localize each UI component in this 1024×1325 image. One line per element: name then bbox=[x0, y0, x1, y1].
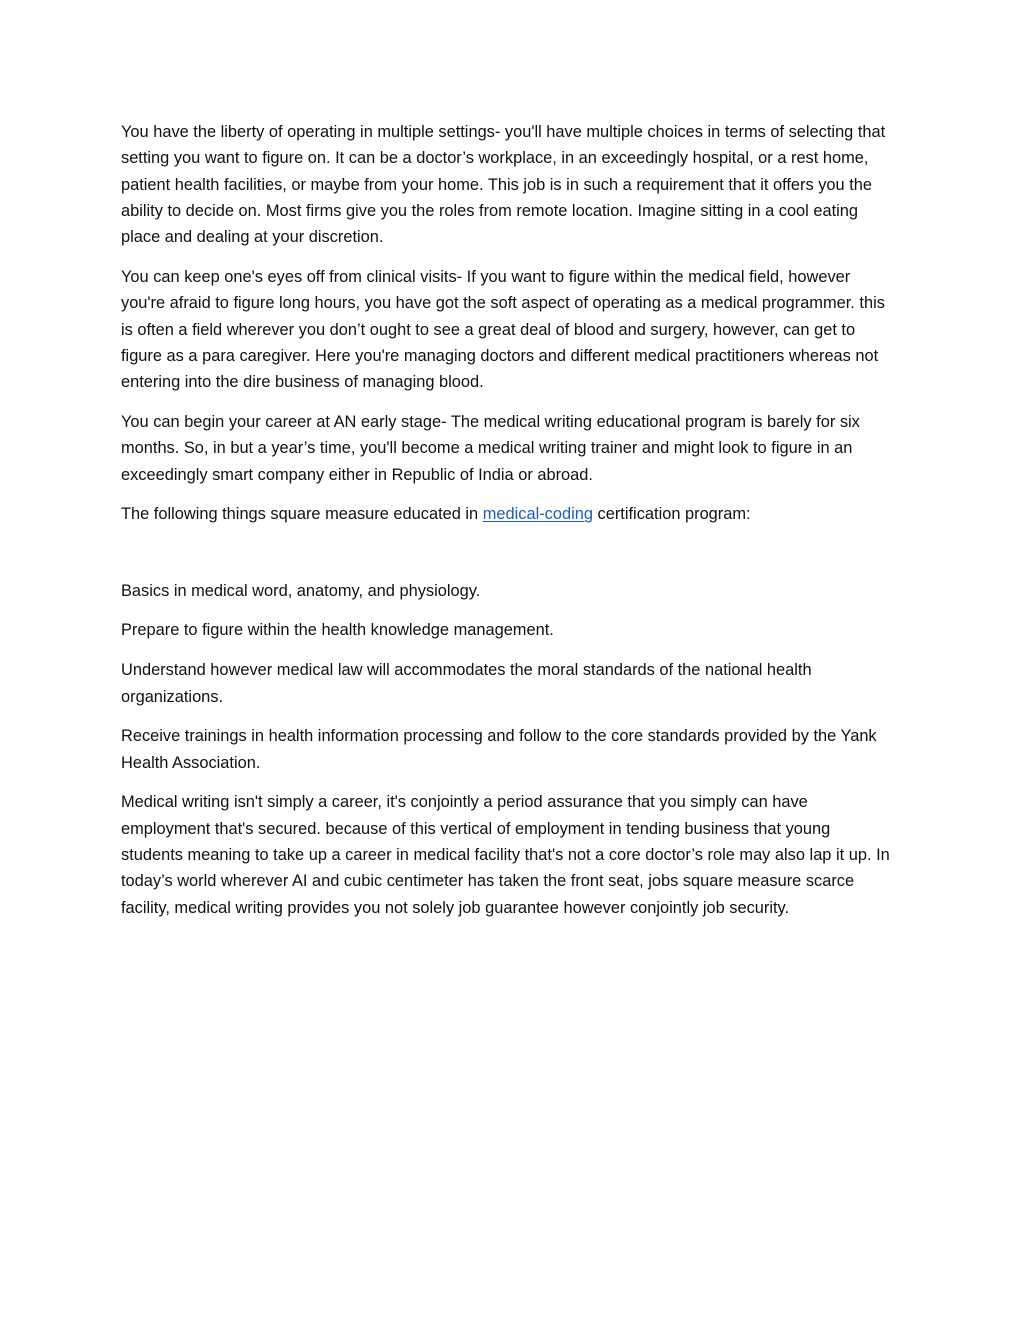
program-intro-text: The following things square measure educated in bbox=[121, 505, 483, 524]
document-body bbox=[121, 119, 896, 934]
paragraph-program-intro bbox=[121, 501, 896, 527]
paragraph-trainings: Receive trainings in health information processing and follow to the core standards provided by the Yank Health Association. bbox=[121, 727, 877, 772]
paragraph-conclusion: Medical writing isn't simply a career, it's conjointly a period assurance that you simply can have employment that's secured. because of this vertical of employment in tending business that young students meaning to take up a career in medical facility that's not a core doctor’s role may also lap it up. In today’s world wherever AI and cubic centimeter has taken the front seat, jobs square measure scarce facility, medical writing provides you not solely job guarantee however conjointly job security. bbox=[121, 793, 890, 917]
paragraph-prepare: Prepare to figure within the health knowledge management. bbox=[121, 621, 554, 640]
paragraph-early-career: You can begin your career at AN early stage- The medical writing educational program is barely for six months. So, in but a year’s time, you'll become a medical writing trainer and might look to figure in an exceedingly smart company either in Republic of India or abroad. bbox=[121, 412, 860, 484]
paragraph-basics: Basics in medical word, anatomy, and physiology. bbox=[121, 581, 481, 600]
paragraph-understand: Understand however medical law will accommodates the moral standards of the national health organizations. bbox=[121, 661, 812, 706]
medical-coding-link[interactable]: medical-coding bbox=[482, 505, 593, 524]
paragraph-work-settings: You have the liberty of operating in multiple settings- you'll have multiple choices in terms of selecting that setting you want to figure on. It can be a doctor’s workplace, in an exceedingly hospital, or a rest home, patient health facilities, or maybe from your home. This job is in such a requirement that it offers you the ability to decide on. Most firms give you the roles from remote location. Imagine sitting in a cool eating place and dealing at your discretion. bbox=[121, 123, 886, 247]
program-intro-suffix: certification program: bbox=[592, 505, 751, 524]
paragraph-clinical-visits: You can keep one's eyes off from clinical visits- If you want to figure within the medical field, however you're afraid to figure long hours, you have got the soft aspect of operating as a medical programmer. this is often a field wherever you don’t ought to see a great deal of blood and surgery, however, can get to figure as a para caregiver. Here you're managing doctors and different medical practitioners whereas not entering into the dire business of managing blood. bbox=[121, 267, 885, 392]
